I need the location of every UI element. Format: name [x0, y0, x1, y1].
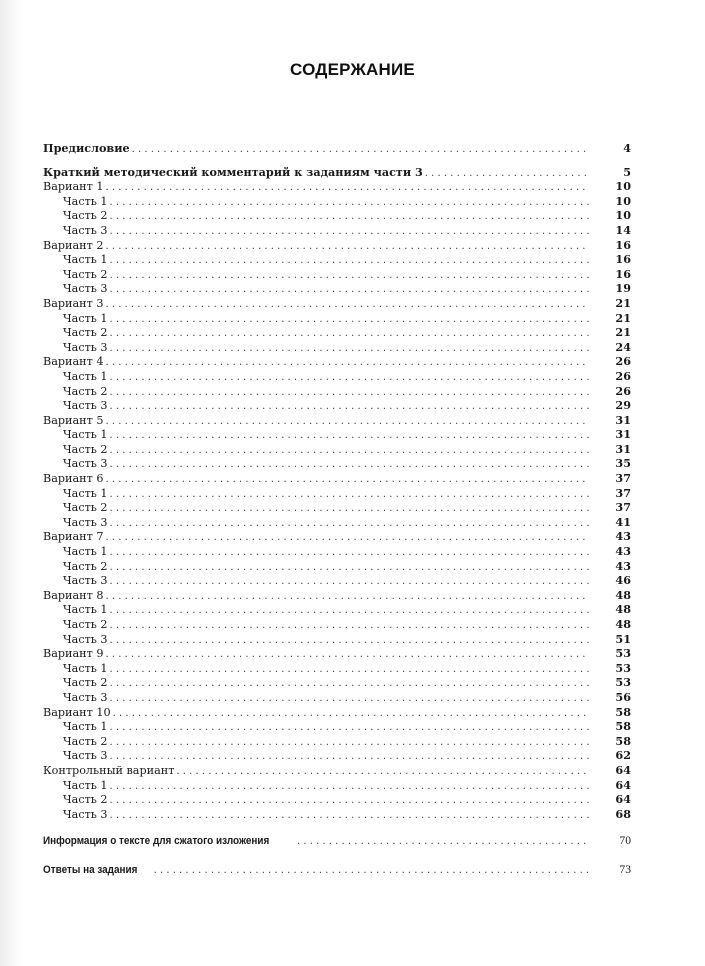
toc-entry-preface[interactable]: [43, 141, 631, 156]
toc-entry-page: 64: [615, 792, 631, 807]
toc-entry-part[interactable]: [43, 734, 631, 749]
toc-entry-part[interactable]: [43, 515, 631, 530]
toc-entry-part[interactable]: [43, 194, 631, 209]
toc-entry-part[interactable]: [43, 500, 631, 515]
toc-entry-page: 5: [623, 164, 631, 179]
toc-entry-part[interactable]: [43, 456, 631, 471]
toc-entry-label: Вариант 4: [43, 355, 104, 369]
toc-entry-label: Вариант 2: [43, 238, 104, 252]
toc-entry-variant[interactable]: [43, 296, 631, 311]
toc-entry-part[interactable]: [43, 719, 631, 734]
toc-entry-page: 43: [615, 544, 631, 559]
toc-entry-page: 64: [615, 762, 631, 777]
table-of-contents: [43, 141, 631, 878]
toc-entry-part[interactable]: [43, 661, 631, 676]
toc-entry-commentary[interactable]: [43, 165, 631, 180]
toc-entry-page: 4: [623, 141, 631, 155]
toc-entry-part[interactable]: [43, 675, 631, 690]
toc-entry-page: 16: [615, 266, 631, 281]
toc-entry-page: 48: [615, 587, 631, 602]
toc-entry-label: Часть 2: [63, 442, 108, 456]
toc-entry-page: 58: [615, 704, 631, 719]
toc-entry-page: 48: [615, 617, 631, 631]
toc-entry-page: 16: [615, 237, 631, 252]
toc-entry-label: Часть 1: [63, 253, 108, 267]
toc-entry-page: 31: [615, 441, 631, 456]
toc-entry-page: 26: [615, 368, 631, 383]
toc-entry-part[interactable]: [43, 427, 631, 442]
toc-entry-label: Часть 1: [63, 661, 108, 675]
toc-entry-label: Часть 3: [63, 690, 108, 704]
toc-entry-variant[interactable]: [43, 179, 631, 194]
toc-entry-page: 62: [615, 748, 631, 763]
toc-entry-summary-text-info[interactable]: [43, 834, 631, 849]
toc-entry-label: Вариант 9: [43, 647, 104, 661]
toc-entry-part[interactable]: [43, 632, 631, 647]
toc-entry-control-variant[interactable]: [43, 763, 631, 778]
toc-entry-page: 56: [615, 689, 631, 704]
toc-entry-part[interactable]: [43, 369, 631, 384]
toc-entry-part[interactable]: [43, 311, 631, 326]
toc-entry-label: Часть 2: [63, 267, 108, 281]
toc-entry-page: 26: [615, 383, 631, 398]
toc-entry-label: Часть 2: [63, 326, 108, 340]
toc-entry-part[interactable]: [43, 398, 631, 413]
toc-entry-page: 37: [615, 485, 631, 500]
toc-entry-part[interactable]: [43, 384, 631, 399]
toc-entry-label: Часть 2: [63, 209, 108, 223]
toc-entry-part[interactable]: [43, 486, 631, 501]
toc-entry-label: Ответы на задания: [43, 863, 138, 876]
toc-entry-part[interactable]: [43, 544, 631, 559]
dot-leader: [110, 809, 589, 824]
toc-entry-label: Часть 3: [63, 807, 108, 821]
toc-entry-part[interactable]: [43, 252, 631, 267]
toc-entry-label: Часть 3: [63, 399, 108, 413]
toc-entry-page: 29: [615, 398, 631, 413]
toc-entry-page: 68: [615, 806, 631, 821]
toc-entry-page: 24: [615, 339, 631, 354]
toc-entry-page: 53: [615, 675, 631, 690]
toc-entry-label: Вариант 10: [43, 705, 111, 719]
toc-entry-variant[interactable]: [43, 413, 631, 428]
toc-entry-page: 21: [615, 295, 631, 310]
toc-entry-page: 48: [615, 602, 631, 617]
toc-entry-label: Часть 3: [63, 515, 108, 529]
toc-entry-label: Вариант 6: [43, 472, 104, 486]
toc-entry-page: 41: [615, 514, 631, 529]
toc-entry-part[interactable]: [43, 325, 631, 340]
toc-entry-part[interactable]: [43, 792, 631, 807]
toc-entry-label: Часть 3: [63, 282, 108, 296]
toc-entry-part[interactable]: [43, 748, 631, 763]
toc-entry-label: Часть 1: [63, 720, 108, 734]
toc-entry-page: 10: [615, 193, 631, 208]
toc-entry-label: Часть 2: [63, 501, 108, 515]
toc-entry-label: Краткий методический комментарий к заданиям части 3: [43, 164, 423, 179]
toc-entry-page: 26: [615, 354, 631, 369]
toc-entry-part[interactable]: [43, 442, 631, 457]
toc-entry-part[interactable]: [43, 267, 631, 282]
toc-entry-page: 70: [619, 834, 631, 848]
toc-entry-variant[interactable]: [43, 238, 631, 253]
toc-entry-label: Часть 3: [63, 223, 108, 237]
page-title: СОДЕРЖАНИЕ: [290, 60, 415, 79]
toc-entry-page: 16: [615, 252, 631, 267]
toc-entry-part[interactable]: [43, 340, 631, 355]
toc-entry-label: Предисловие: [43, 141, 130, 155]
toc-entry-variant[interactable]: [43, 471, 631, 486]
toc-entry-page: 10: [615, 208, 631, 223]
toc-entry-part[interactable]: [43, 573, 631, 588]
toc-entry-page: 58: [615, 719, 631, 734]
toc-entry-label: Часть 3: [63, 574, 108, 588]
toc-entry-page: 53: [615, 660, 631, 675]
toc-entry-label: Часть 3: [63, 749, 108, 763]
toc-entry-part[interactable]: [43, 778, 631, 793]
toc-entry-page: 21: [615, 325, 631, 340]
toc-entry-label: Часть 3: [63, 457, 108, 471]
toc-entry-part[interactable]: [43, 559, 631, 574]
toc-entry-part[interactable]: [43, 208, 631, 223]
toc-entry-page: 73: [619, 862, 631, 876]
toc-entry-page: 10: [615, 179, 631, 194]
toc-entry-part[interactable]: [43, 807, 631, 822]
toc-entry-label: Контрольный вариант: [43, 763, 175, 777]
toc-entry-label: Часть 1: [63, 545, 108, 559]
toc-entry-part[interactable]: [43, 690, 631, 705]
toc-entry-label: Часть 3: [63, 340, 108, 354]
toc-entry-label: Вариант 7: [43, 530, 104, 544]
toc-entry-label: Часть 1: [63, 486, 108, 500]
toc-entry-page: 46: [615, 573, 631, 588]
toc-entry-page: 43: [615, 529, 631, 544]
toc-entry-page: 43: [615, 558, 631, 573]
toc-entry-page: 35: [615, 456, 631, 471]
toc-entry-variant[interactable]: [43, 529, 631, 544]
toc-entry-page: 64: [615, 777, 631, 792]
toc-entry-page: 37: [615, 500, 631, 515]
toc-entry-label: Часть 1: [63, 194, 108, 208]
toc-entry-label: Часть 1: [63, 603, 108, 617]
toc-entry-page: 51: [615, 631, 631, 646]
toc-entry-label: Часть 1: [63, 369, 108, 383]
page-edge-shadow: [0, 0, 22, 966]
toc-entry-label: Часть 1: [63, 311, 108, 325]
toc-entry-part[interactable]: [43, 617, 631, 632]
dot-leader: [154, 864, 589, 879]
toc-entry-part[interactable]: [43, 602, 631, 617]
toc-entry-page: 53: [615, 646, 631, 661]
toc-entry-label: Вариант 3: [43, 296, 104, 310]
toc-entry-page: 21: [615, 310, 631, 325]
toc-entry-label: Вариант 5: [43, 413, 104, 427]
toc-entry-page: 37: [615, 471, 631, 486]
toc-entry-label: Информация о тексте для сжатого изложения: [43, 835, 270, 848]
toc-entry-label: Часть 2: [63, 559, 108, 573]
toc-entry-answers[interactable]: [43, 863, 631, 878]
toc-entry-label: Часть 2: [63, 618, 108, 631]
toc-entry-label: Вариант 8: [43, 588, 104, 602]
toc-entry-variant[interactable]: [43, 354, 631, 369]
toc-entry-variant[interactable]: [43, 588, 631, 603]
dot-leader: [297, 835, 589, 850]
toc-entry-page: 14: [615, 222, 631, 237]
toc-entry-part[interactable]: [43, 223, 631, 238]
toc-entry-page: 31: [615, 427, 631, 442]
toc-entry-variant[interactable]: [43, 705, 631, 720]
toc-entry-label: Часть 1: [63, 428, 108, 442]
toc-entry-page: 31: [615, 412, 631, 427]
toc-entry-label: Вариант 1: [43, 180, 104, 194]
toc-entry-variant[interactable]: [43, 646, 631, 661]
toc-entry-part[interactable]: [43, 281, 631, 296]
toc-entry-page: 19: [615, 281, 631, 296]
toc-entry-label: Часть 1: [63, 778, 108, 792]
dot-leader: [132, 143, 589, 158]
toc-entry-label: Часть 2: [63, 793, 108, 807]
toc-entry-label: Часть 2: [63, 676, 108, 690]
toc-entry-page: 58: [615, 733, 631, 748]
toc-entry-label: Часть 2: [63, 734, 108, 748]
toc-entry-label: Часть 3: [63, 632, 108, 646]
toc-entry-label: Часть 2: [63, 384, 108, 398]
